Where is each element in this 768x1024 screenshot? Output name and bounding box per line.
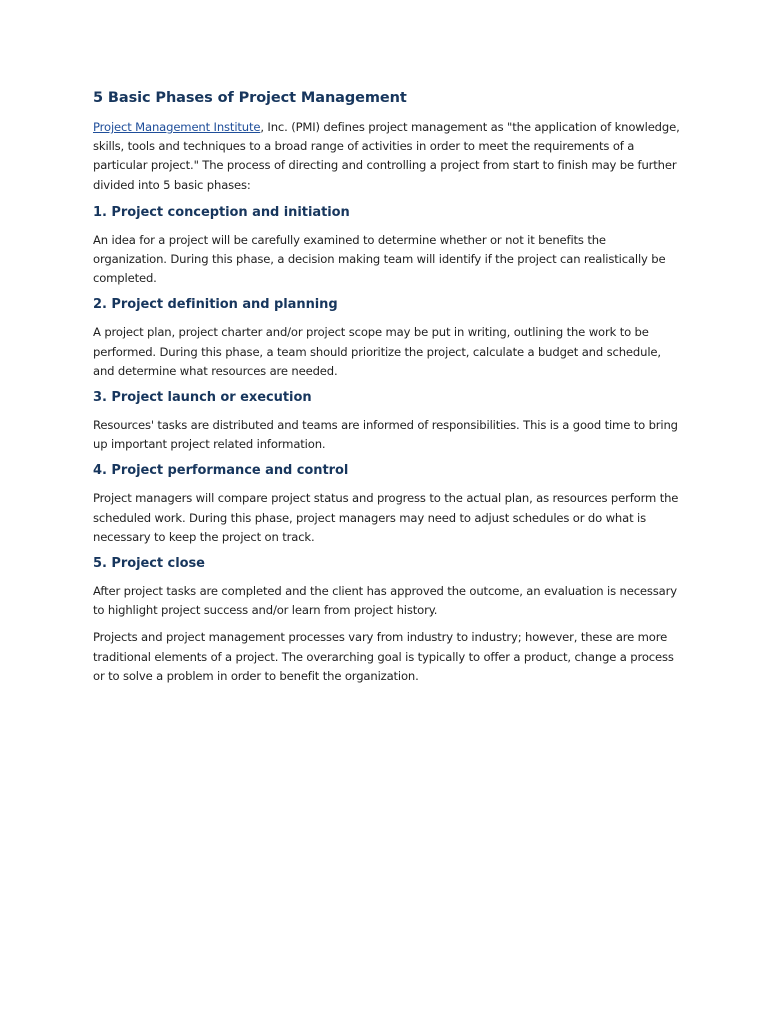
document-title: 5 Basic Phases of Project Management (93, 90, 407, 106)
pmi-link[interactable]: Project Management Institute (93, 120, 261, 134)
phase-3-heading: 3. Project launch or execution (93, 390, 312, 406)
closing-paragraph: Projects and project management processes vary from industry to industry; however, these are more traditional elements of a project. The overarching goal is typically to offer a product, change a process or to solve a problem in order to benefit the organization. (93, 630, 674, 683)
phase-3-body: Resources' tasks are distributed and teams are informed of responsibilities. This is a good time to bring up important project related information. (93, 418, 678, 452)
intro-paragraph (93, 118, 683, 195)
document-page (93, 88, 683, 686)
phase-2-heading: 2. Project definition and planning (93, 297, 338, 313)
phase-1-heading: 1. Project conception and initiation (93, 204, 350, 220)
phase-4-heading: 4. Project performance and control (93, 463, 349, 479)
phase-5-body: After project tasks are completed and the client has approved the outcome, an evaluation is necessary to highlight project success and/or learn from project history. (93, 584, 677, 618)
phase-1-body: An idea for a project will be carefully examined to determine whether or not it benefits the organization. During this phase, a decision making team will identify if the project can realistically be completed. (93, 232, 666, 286)
phase-2-body: A project plan, project charter and/or project scope may be put in writing, outlining the work to be performed. During this phase, a team should prioritize the project, calculate a budget and schedule, and determine what resources are needed. (93, 325, 661, 378)
phase-4-body: Project managers will compare project status and progress to the actual plan, as resources perform the scheduled work. During this phase, project managers may need to adjust schedules or do what is necessary to keep the project on track. (93, 491, 679, 544)
phase-5-heading: 5. Project close (93, 556, 205, 572)
intro-text: , Inc. (PMI) defines project management as "the application of knowledge, skills, tools and techniques to a broad range of activities in order to meet the requirements of a particular project." The process of directing and controlling a project from start to finish may be further divided into 5 basic phases: (93, 120, 680, 192)
